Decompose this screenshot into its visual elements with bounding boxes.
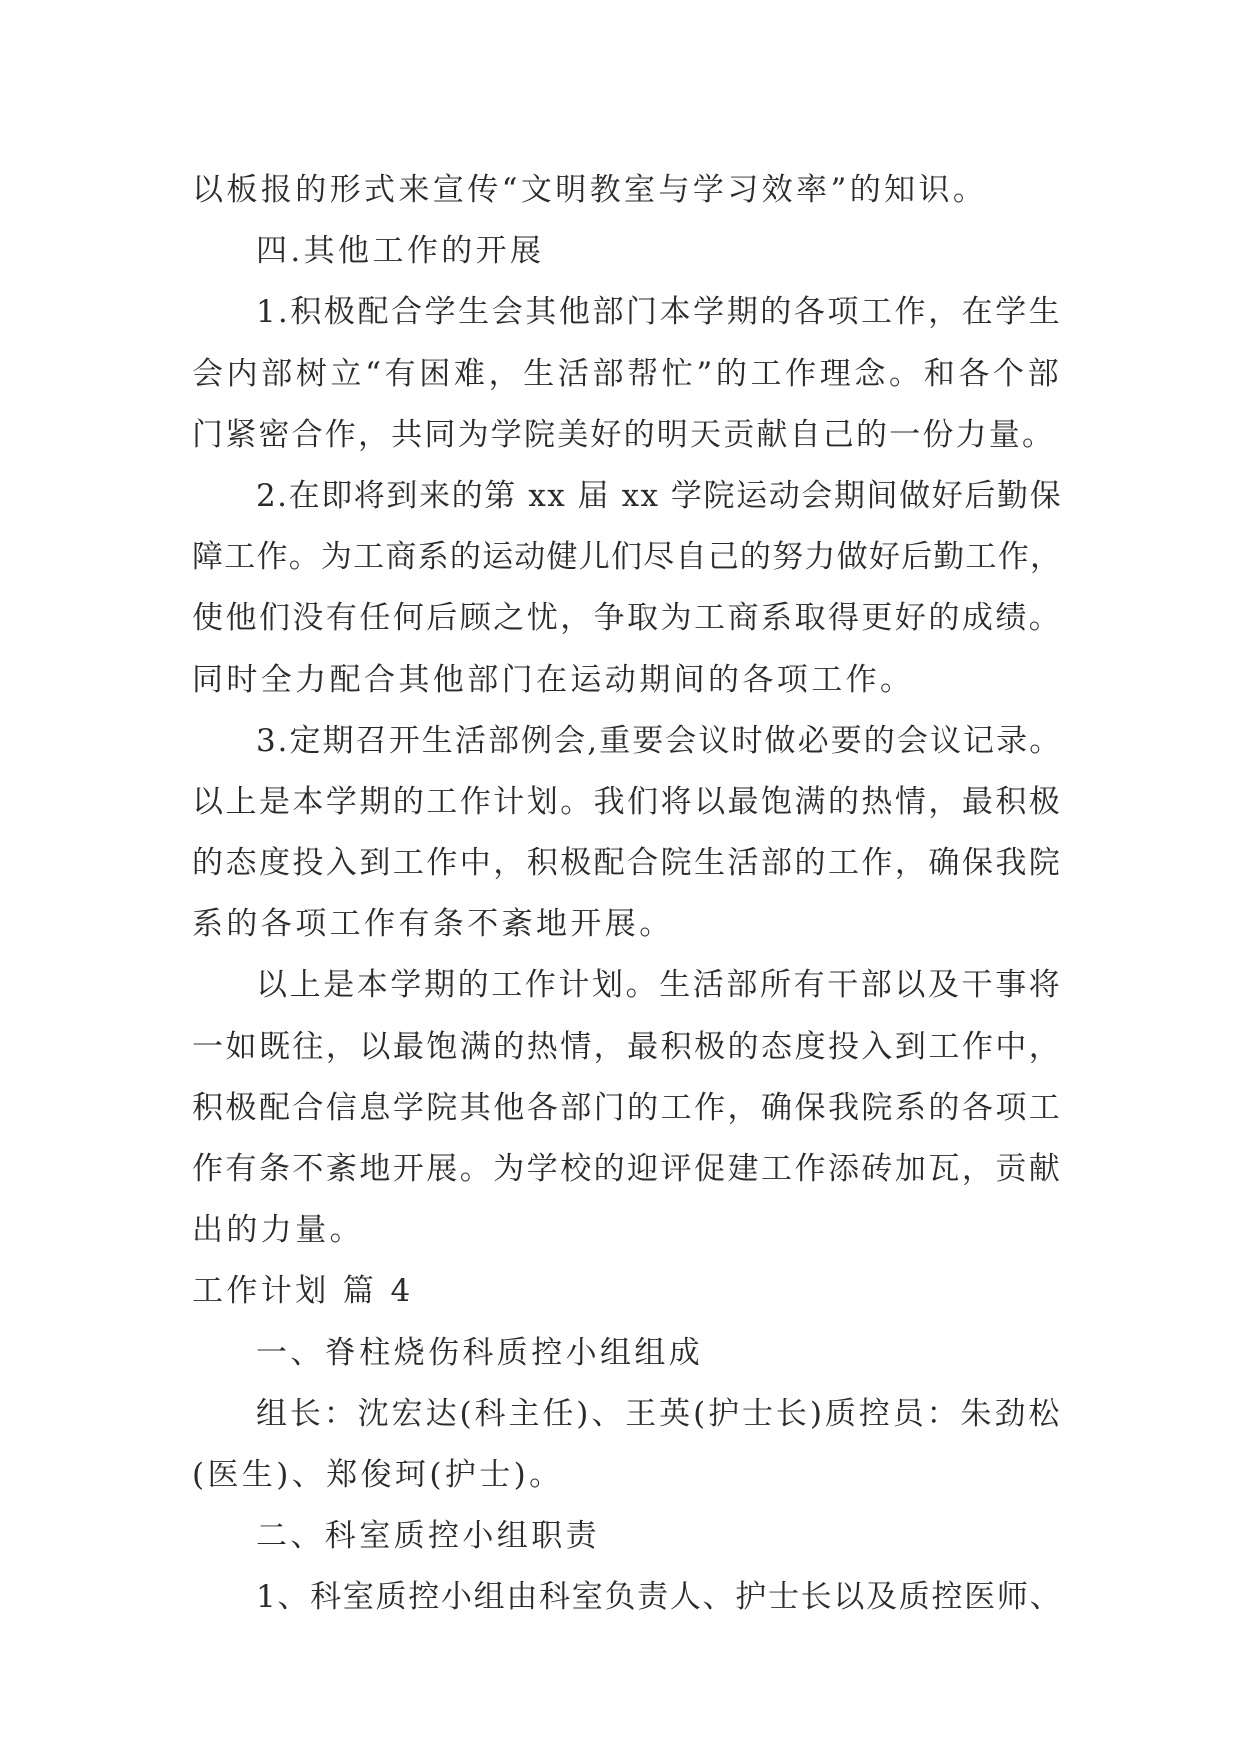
text-line: 门紧密合作，共同为学院美好的明天贡献自己的一份力量。 [192,416,1056,453]
text-line: 二、科室质控小组职责 [256,1518,600,1555]
text-line: 以上是本学期的工作计划。我们将以最饱满的热情，最积极 [192,783,1062,820]
text-line: 四.其他工作的开展 [256,233,545,270]
text-line: 使他们没有任何后顾之忧，争取为工商系取得更好的成绩。 [192,600,1062,637]
text-line: 的态度投入到工作中，积极配合院生活部的工作，确保我院 [192,845,1062,882]
text-line: (医生)、郑俊珂(护士)。 [192,1456,564,1493]
text-line: 以板报的形式来宣传“文明教室与学习效率”的知识。 [192,172,988,208]
text-line: 以上是本学期的工作计划。生活部所有干部以及干事将 [256,967,1063,1004]
text-line: 1、科室质控小组由科室负责人、护士长以及质控医师、 [256,1579,1062,1616]
text-line: 同时全力配合其他部门在运动期间的各项工作。 [192,661,915,698]
text-line: 工作计划 篇 4 [192,1273,414,1310]
text-line: 3.定期召开生活部例会,重要会议时做必要的会议记录。 [256,722,1062,759]
text-line: 一、脊柱烧伤科质控小组组成 [256,1334,704,1371]
text-line: 1.积极配合学生会其他部门本学期的各项工作，在学生 [256,294,1062,331]
text-line: 作有条不紊地开展。为学校的迎评促建工作添砖加瓦，贡献 [192,1151,1062,1187]
document-body [192,160,1062,1629]
text-line: 积极配合信息学院其他各部门的工作，确保我院系的各项工 [192,1089,1062,1126]
text-line: 一如既往，以最饱满的热情，最积极的态度投入到工作中， [192,1028,1062,1065]
text-line: 组长：沈宏达(科主任)、王英(护士长)质控员：朱劲松 [256,1395,1062,1432]
text-line: 系的各项工作有条不紊地开展。 [192,906,674,943]
text-line: 出的力量。 [192,1212,364,1249]
text-line: 障工作。为工商系的运动健儿们尽自己的努力做好后勤工作， [192,539,1062,576]
text-line: 会内部树立“有困难，生活部帮忙”的工作理念。和各个部 [192,355,1062,392]
text-line: 2.在即将到来的第 xx 届 xx 学院运动会期间做好后勤保 [256,477,1062,514]
